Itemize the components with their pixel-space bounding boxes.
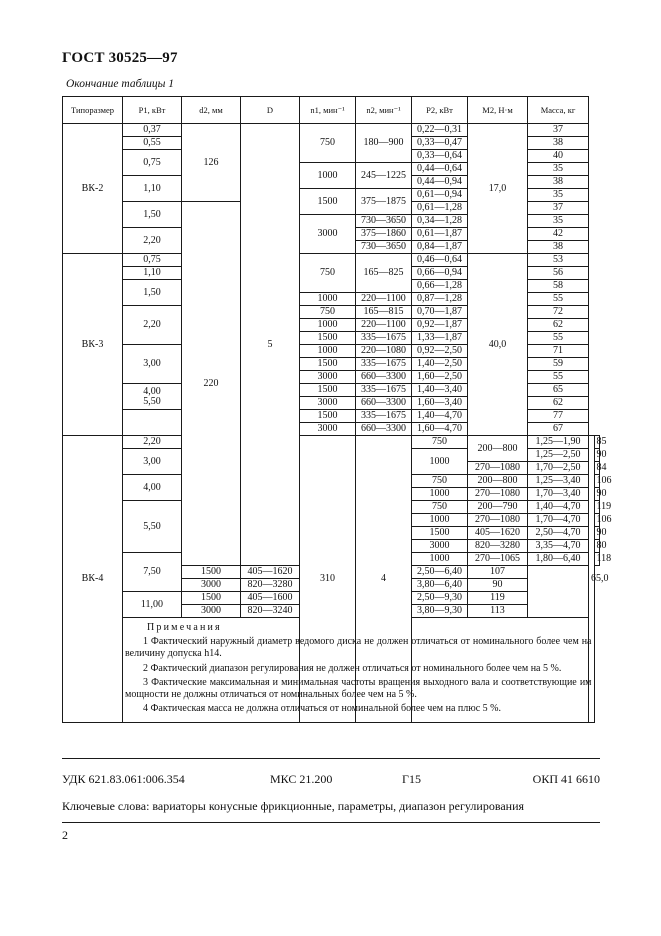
mass-cell: 90 — [594, 488, 600, 501]
mass-cell: 35 — [528, 215, 589, 228]
p1-cell: 0,75 — [123, 150, 182, 176]
mass-cell: 35 — [528, 163, 589, 176]
mass-cell: 56 — [528, 267, 589, 280]
document-header: ГОСТ 30525—97 — [62, 50, 178, 66]
p1-cell: 3,00 — [123, 449, 182, 475]
n2-cell: 270—1080 — [468, 462, 528, 475]
n1-cell: 3000 — [182, 579, 241, 592]
table-header-row — [63, 97, 600, 124]
p1-cell: 1,50 — [123, 202, 182, 228]
p1-cell: 7,50 — [123, 553, 182, 592]
p1-cell: 0,37 — [123, 124, 182, 137]
p2-cell: 1,40—4,70 — [412, 410, 468, 423]
mass-cell: 35 — [528, 189, 589, 202]
mass-cell: 53 — [528, 254, 589, 267]
p2-cell: 2,50—4,70 — [528, 527, 589, 540]
p2-cell: 2,50—6,40 — [412, 566, 468, 579]
d2-cell: 220 — [182, 202, 241, 566]
n1-cell: 1500 — [300, 189, 356, 215]
n1-cell: 750 — [412, 436, 468, 449]
p1-cell: 1,10 — [123, 267, 182, 280]
n2-cell: 165—815 — [356, 306, 412, 319]
n2-cell: 200—800 — [468, 475, 528, 488]
header-type: Типоразмер — [63, 97, 123, 124]
mass-cell: 38 — [528, 241, 589, 254]
p2-cell: 0,61—1,87 — [412, 228, 468, 241]
p2-cell: 3,80—6,40 — [412, 579, 468, 592]
g-code: Г15 — [402, 772, 421, 786]
mass-cell: 65 — [528, 384, 589, 397]
n2-cell: 405—1620 — [468, 527, 528, 540]
p1-cell: 2,20 — [123, 306, 182, 345]
mass-cell: 118 — [594, 553, 600, 566]
page-number: 2 — [62, 828, 68, 842]
n2-cell: 245—1225 — [356, 163, 412, 189]
type-cell: ВК-4 — [63, 436, 123, 723]
footer-bottom-rule — [62, 822, 600, 823]
mass-cell: 106 — [594, 475, 600, 488]
mass-cell: 55 — [528, 332, 589, 345]
p2-cell: 0,84—1,87 — [412, 241, 468, 254]
D-cell: 5 — [241, 124, 300, 566]
mass-cell: 113 — [468, 605, 528, 618]
p2-cell: 1,40—2,50 — [412, 358, 468, 371]
p2-cell: 1,25—2,50 — [528, 449, 589, 462]
header-d2: d2, мм — [182, 97, 241, 124]
n2-cell: 270—1065 — [468, 553, 528, 566]
mass-cell: 38 — [528, 137, 589, 150]
mass-cell: 90 — [468, 579, 528, 592]
n1-cell: 1500 — [300, 384, 356, 397]
p2-cell: 0,44—0,64 — [412, 163, 468, 176]
n1-cell: 3000 — [300, 397, 356, 410]
mass-cell: 37 — [528, 124, 589, 137]
p1-cell — [123, 410, 182, 436]
p2-cell: 0,46—0,64 — [412, 254, 468, 267]
type-cell: ВК-2 — [63, 124, 123, 254]
d2-cell: 126 — [182, 124, 241, 202]
n2-cell: 660—3300 — [356, 371, 412, 384]
mass-cell: 106 — [594, 514, 600, 527]
mks-code: МКС 21.200 — [270, 772, 333, 786]
p1-value: 5,50 — [143, 395, 161, 407]
p2-cell: 1,70—2,50 — [528, 462, 589, 475]
p2-cell: 0,61—0,94 — [412, 189, 468, 202]
n1-cell: 3000 — [300, 371, 356, 384]
p1-cell: 2,20 — [123, 436, 182, 449]
mass-cell: 72 — [528, 306, 589, 319]
mass-cell: 42 — [528, 228, 589, 241]
n2-cell: 375—1875 — [356, 189, 412, 215]
p2-cell: 1,60—2,50 — [412, 371, 468, 384]
n1-cell: 1500 — [300, 358, 356, 371]
n2-cell: 335—1675 — [356, 358, 412, 371]
m2-cell: 17,0 — [468, 124, 528, 254]
mass-cell: 90 — [594, 527, 600, 540]
udk-code: УДК 621.83.061:006.354 — [62, 772, 185, 786]
mass-cell: 58 — [528, 280, 589, 293]
n1-cell: 3000 — [412, 540, 468, 553]
p1-cell: 0,75 — [123, 254, 182, 267]
n1-cell: 3000 — [300, 215, 356, 254]
p2-cell: 1,33—1,87 — [412, 332, 468, 345]
p2-cell: 0,33—0,47 — [412, 137, 468, 150]
n1-cell: 1000 — [300, 319, 356, 332]
mass-cell: 62 — [528, 397, 589, 410]
n2-cell: 165—825 — [356, 254, 412, 293]
note-item: 4 Фактическая масса не должна отличаться от номинальной более чем на плюс 5 %. — [143, 703, 501, 715]
n2-cell: 660—3300 — [356, 423, 412, 436]
n1-cell: 750 — [300, 124, 356, 163]
n2-cell: 220—1080 — [356, 345, 412, 358]
n1-cell: 1000 — [412, 553, 468, 566]
p2-cell: 0,33—0,64 — [412, 150, 468, 163]
p1-cell: 1,50 — [123, 280, 182, 306]
mass-cell: 62 — [528, 319, 589, 332]
p2-cell: 1,40—4,70 — [528, 501, 589, 514]
n2-cell: 335—1675 — [356, 332, 412, 345]
table-row — [63, 436, 600, 449]
p2-cell: 1,25—1,90 — [528, 436, 589, 449]
p2-cell: 1,70—3,40 — [528, 488, 589, 501]
n1-cell: 750 — [412, 501, 468, 514]
parameters-table — [62, 96, 612, 723]
n1-cell: 1500 — [182, 592, 241, 605]
n2-cell: 660—3300 — [356, 397, 412, 410]
n2-cell: 335—1675 — [356, 384, 412, 397]
mass-cell: 71 — [528, 345, 589, 358]
table-caption: Окончание таблицы 1 — [66, 78, 174, 90]
mass-cell: 40 — [528, 150, 589, 163]
n2-cell: 270—1080 — [468, 488, 528, 501]
n2-cell: 820—3240 — [241, 605, 300, 618]
n2-cell: 200—790 — [468, 501, 528, 514]
mass-cell: 90 — [594, 449, 600, 462]
n2-cell: 200—800 — [468, 436, 528, 462]
d2-cell: 310 — [300, 436, 356, 723]
n1-cell: 1000 — [412, 488, 468, 501]
n2-cell: 405—1620 — [241, 566, 300, 579]
m2-cell: 65,0 — [589, 436, 595, 723]
n1-cell: 1000 — [300, 345, 356, 358]
m2-cell: 40,0 — [468, 254, 528, 436]
n2-cell: 375—1860 — [356, 228, 412, 241]
table-row — [63, 254, 600, 267]
p1-value: 4,00 — [143, 385, 161, 397]
mass-cell: 77 — [528, 410, 589, 423]
p2-cell: 0,44—0,94 — [412, 176, 468, 189]
p1-cell: 3,00 — [123, 345, 182, 384]
n1-cell: 1000 — [300, 293, 356, 306]
n2-cell: 730—3650 — [356, 241, 412, 254]
p2-cell: 1,40—3,40 — [412, 384, 468, 397]
p2-cell: 3,35—4,70 — [528, 540, 589, 553]
note-item: 1 Фактический наружный диаметр ведомого диска не должен отличаться от номинального более чем на величину допуска h14. — [125, 636, 592, 660]
table-row — [63, 124, 600, 137]
header-n1: n1, мин⁻¹ — [300, 97, 356, 124]
note-item: 2 Фактический диапазон регулирования не должен отличаться от номинального более чем на 5 %. — [143, 662, 562, 674]
p1-cell: 1,10 — [123, 176, 182, 202]
n1-cell: 1000 — [300, 163, 356, 189]
p2-cell: 0,66—1,28 — [412, 280, 468, 293]
p2-cell: 0,66—0,94 — [412, 267, 468, 280]
p2-cell: 3,80—9,30 — [412, 605, 468, 618]
okp-code: ОКП 41 6610 — [532, 772, 600, 786]
header-p2: P2, кВт — [412, 97, 468, 124]
keywords-line: Ключевые слова: вариаторы конусные фрикционные, параметры, диапазон регулирования — [62, 799, 525, 813]
notes-row — [63, 618, 600, 723]
n1-cell: 750 — [412, 475, 468, 488]
mass-cell: 107 — [468, 566, 528, 579]
mass-cell: 119 — [594, 501, 600, 514]
n2-cell: 820—3280 — [241, 579, 300, 592]
p2-cell: 0,92—2,50 — [412, 345, 468, 358]
p1-cell — [123, 384, 182, 410]
p2-cell: 2,50—9,30 — [412, 592, 468, 605]
n1-cell: 3000 — [300, 423, 356, 436]
p2-cell: 0,70—1,87 — [412, 306, 468, 319]
type-cell: ВК-3 — [63, 254, 123, 436]
p2-cell: 1,70—4,70 — [528, 514, 589, 527]
notes-block — [123, 618, 595, 723]
p2-cell: 0,61—1,28 — [412, 202, 468, 215]
footer-top-rule — [62, 758, 600, 759]
mass-cell: 38 — [528, 176, 589, 189]
p1-cell: 4,00 — [123, 475, 182, 501]
p2-cell: 1,60—4,70 — [412, 423, 468, 436]
n2-cell: 220—1100 — [356, 293, 412, 306]
header-n2: n2, мин⁻¹ — [356, 97, 412, 124]
n2-cell: 730—3650 — [356, 215, 412, 228]
n2-cell: 335—1675 — [356, 410, 412, 423]
header-mass: Масса, кг — [528, 97, 589, 124]
mass-cell: 80 — [594, 540, 600, 553]
p2-cell: 1,25—3,40 — [528, 475, 589, 488]
mass-cell: 37 — [528, 202, 589, 215]
n2-cell: 220—1100 — [356, 319, 412, 332]
n1-cell: 1500 — [412, 527, 468, 540]
D-cell: 4 — [356, 436, 412, 723]
p1-cell: 11,00 — [123, 592, 182, 618]
mass-cell: 67 — [528, 423, 589, 436]
mass-cell: 59 — [528, 358, 589, 371]
mass-cell: 119 — [468, 592, 528, 605]
p2-cell: 0,92—1,87 — [412, 319, 468, 332]
n2-cell: 820—3280 — [468, 540, 528, 553]
header-p1: P1, кВт — [123, 97, 182, 124]
n1-cell: 1500 — [182, 566, 241, 579]
n1-cell: 750 — [300, 254, 356, 293]
p1-cell: 2,20 — [123, 228, 182, 254]
n1-cell: 3000 — [182, 605, 241, 618]
p2-cell: 0,22—0,31 — [412, 124, 468, 137]
mass-cell: 55 — [528, 293, 589, 306]
mass-cell: 84 — [594, 462, 600, 475]
n1-cell: 750 — [300, 306, 356, 319]
note-item: 3 Фактические максимальная и минимальная частоты вращения выходного вала и соответствующие им мощности не должны отличаться от номинальных более чем на 5 %. — [125, 676, 592, 700]
p2-cell: 1,80—6,40 — [528, 553, 589, 566]
notes-title: Примечания — [147, 622, 222, 633]
mass-cell: 85 — [594, 436, 600, 449]
p1-cell: 0,55 — [123, 137, 182, 150]
p2-cell: 0,87—1,28 — [412, 293, 468, 306]
p1-cell: 5,50 — [123, 501, 182, 553]
n1-cell: 1000 — [412, 449, 468, 475]
header-m2: M2, Н·м — [468, 97, 528, 124]
n2-cell: 180—900 — [356, 124, 412, 163]
n1-cell: 1500 — [300, 410, 356, 423]
p2-cell: 0,34—1,28 — [412, 215, 468, 228]
header-D: D — [241, 97, 300, 124]
n2-cell: 270—1080 — [468, 514, 528, 527]
n1-cell: 1000 — [412, 514, 468, 527]
p2-cell: 1,60—3,40 — [412, 397, 468, 410]
n2-cell: 405—1600 — [241, 592, 300, 605]
mass-cell: 55 — [528, 371, 589, 384]
n1-cell: 1500 — [300, 332, 356, 345]
